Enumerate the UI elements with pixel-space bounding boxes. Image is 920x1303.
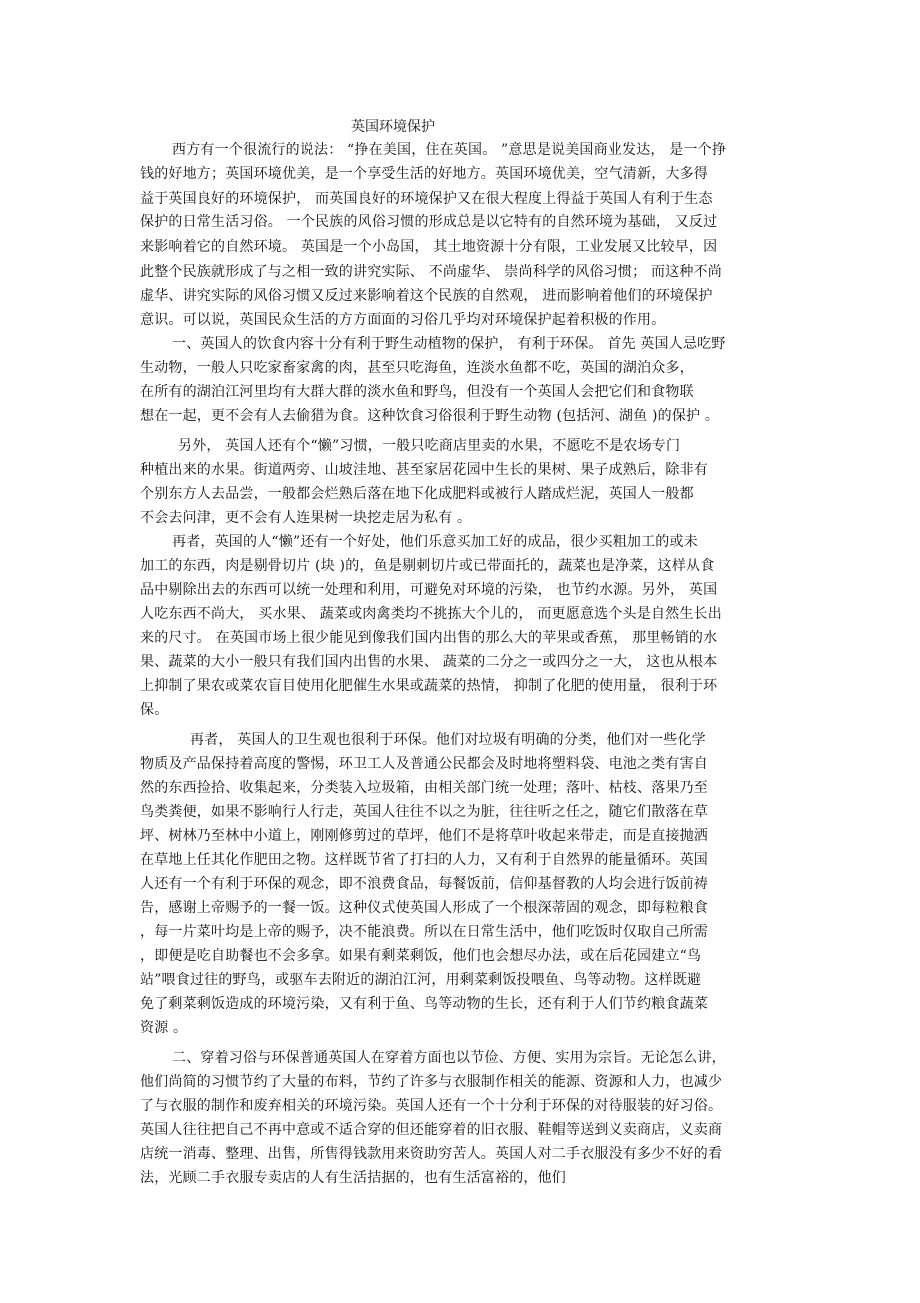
text-line: 法，光顾二手衣服专卖店的人有生活拮据的，也有生活富裕的，他们 (140, 1170, 566, 1186)
text-line: 此整个民族就形成了与之相一致的讲究实际、 不尚虚华、 崇尚科学的风俗习惯； 而这种不尚 (140, 264, 722, 280)
text-line: 英国人往往把自己不再中意或不适合穿的但还能穿着的旧衣服、鞋帽等送到义卖商店，义卖商 (140, 1122, 723, 1138)
text-line: 来影响着它的自然环境。 英国是一个小岛国， 其土地资源十分有限，工业发展又比较早，因 (140, 239, 718, 255)
text-line: 坪、树林乃至林中小道上，刚刚修剪过的草坪，他们不是将草叶收起来带走，而是直接抛洒 (140, 828, 708, 844)
text-line: 店统一消毒、整理、出售，所售得钱款用来资助穷苦人。英国人对二手衣服没有多少不好的看 (140, 1146, 723, 1162)
text-line: 益于英国良好的环境保护， 而英国良好的环境保护又在很大程度上得益于英国人有利于生态 (140, 191, 713, 207)
text-line: 加工的东西，肉是剔骨切片 (块 )的，鱼是剔刺切片或已带面托的，蔬菜也是净菜，这样从食 (140, 558, 715, 574)
text-line: 鸟类粪便，如果不影响行人行走，英国人往往不以之为脏，往往听之任之，随它们散落在草 (140, 804, 708, 820)
text-line: 再者，英国的人“懒”还有一个好处，他们乐意买加工好的成品，很少买粗加工的或未 (172, 534, 698, 550)
text-line: 他们尚简的习惯节约了大量的布料，节约了许多与衣服制作相关的能源、资源和人力，也减少 (140, 1074, 723, 1090)
text-line: 保护的日常生活习俗。 一个民族的风俗习惯的形成总是以它特有的自然环境为基础， 又反过 (140, 214, 718, 230)
text-line: 了与衣服的制作和废弃相关的环境污染。英国人还有一个十分利于环保的对待服装的好习俗。 (140, 1098, 723, 1114)
text-line: 钱的好地方；英国环境优美，是一个享受生活的好地方。英国环境优美，空气清新，大多得 (140, 166, 708, 182)
text-line: 人还有一个有利于环保的观念，即不浪费食品，每餐饭前，信仰基督教的人均会进行饭前祷 (140, 876, 708, 892)
text-line: 西方有一个很流行的说法： “挣在美国，住在英国。 ”意思是说美国商业发达， 是一个挣 (172, 142, 727, 158)
text-line: 另外， 英国人还有个“懒”习惯，一般只吃商店里卖的水果，不愿吃不是农场专门 (178, 438, 681, 454)
text-line: 然的东西捡拾、收集起来，分类装入垃圾箱，由相关部门统一处理；落叶、枯枝、落果乃至 (140, 780, 708, 796)
text-line: 在所有的湖泊江河里均有大群大群的淡水鱼和野鸟，但没有一个英国人会把它们和食物联 (140, 384, 694, 400)
text-line: 资源 。 (140, 1020, 188, 1036)
text-line: 上抑制了果农或菜农盲目使用化肥催生水果或蔬菜的热情， 抑制了化肥的使用量， 很利于环 (140, 678, 718, 694)
text-line: 二、穿着习俗与环保普通英国人在穿着方面也以节俭、方便、实用为宗旨。无论怎么讲， (172, 1050, 726, 1066)
text-line: 种植出来的水果。街道两旁、山坡洼地、甚至家居花园中生长的果树、果子成熟后，除非有 (140, 462, 708, 478)
text-line: 站”喂食过往的野鸟，或驱车去附近的湖泊江河，用剩菜剩饭投喂鱼、鸟等动物。这样既避 (140, 972, 702, 988)
document-title: 英国环境保护 (351, 119, 435, 135)
text-line: 果、蔬菜的大小一般只有我们国内出售的水果、 蔬菜的二分之一或四分之一大， 这也从根本 (140, 654, 718, 670)
text-line: 告，感谢上帝赐予的一餐一饭。这种仪式使英国人形成了一个根深蒂固的观念，即每粒粮食 (140, 900, 708, 916)
text-line: 一、英国人的饮食内容十分有利于野生动植物的保护， 有利于环保。 首先 英国人忌吃野 (172, 336, 726, 352)
text-line: 意识。可以说，英国民众生活的方方面面的习俗几乎均对环境保护起着积极的作用。 (140, 312, 666, 328)
text-line: ，即便是吃自助餐也不会多拿。如果有剩菜剩饭，他们也会想尽办法，或在后花园建立“鸟 (140, 948, 702, 964)
text-line: 想在一起，更不会有人去偷猎为食。这种饮食习俗很利于野生动物 (包括河、湖鱼 )的保护 。 (140, 408, 720, 424)
text-line: 不会去问津，更不会有人连果树一块挖走居为私有 。 (140, 510, 472, 526)
text-line: 物质及产品保持着高度的警惕，环卫工人及普通公民都会及时地将塑料袋、电池之类有害自 (140, 756, 708, 772)
text-line: 个别东方人去品尝，一般都会烂熟后落在地下化成肥料或被行人踏成烂泥，英国人一般都 (140, 486, 694, 502)
text-line: 保。 (140, 702, 169, 718)
text-line: 虚华、讲究实际的风俗习惯又反过来影响着这个民族的自然观， 进而影响着他们的环境保护 (140, 288, 713, 304)
text-line: 品中剔除出去的东西可以统一处理和利用，可避免对环境的污染， 也节约水源。另外， 英国 (140, 582, 718, 598)
text-line: 再者， 英国人的卫生观也很利于环保。他们对垃圾有明确的分类，他们对一些化学 (190, 732, 706, 748)
text-line: ，每一片菜叶均是上帝的赐予，决不能浪费。所以在日常生活中，他们吃饭时仅取自己所需 (140, 924, 708, 940)
text-line: 在草地上任其化作肥田之物。这样既节省了打扫的人力，又有利于自然界的能量循环。英国 (140, 852, 708, 868)
text-line: 免了剩菜剩饭造成的环境污染，又有利于鱼、鸟等动物的生长，还有利于人们节约粮食蔬菜 (140, 996, 708, 1012)
text-line: 生动物，一般人只吃家畜家禽的肉，甚至只吃海鱼，连淡水鱼都不吃，英国的湖泊众多， (140, 360, 694, 376)
text-line: 来的尺寸。 在英国市场上很少能见到像我们国内出售的那么大的苹果或香蕉， 那里畅销的水 (140, 630, 718, 646)
text-line: 人吃东西不尚大， 买水果、 蔬菜或肉禽类均不挑拣大个儿的， 而更愿意选个头是自然生长出 (140, 606, 722, 622)
